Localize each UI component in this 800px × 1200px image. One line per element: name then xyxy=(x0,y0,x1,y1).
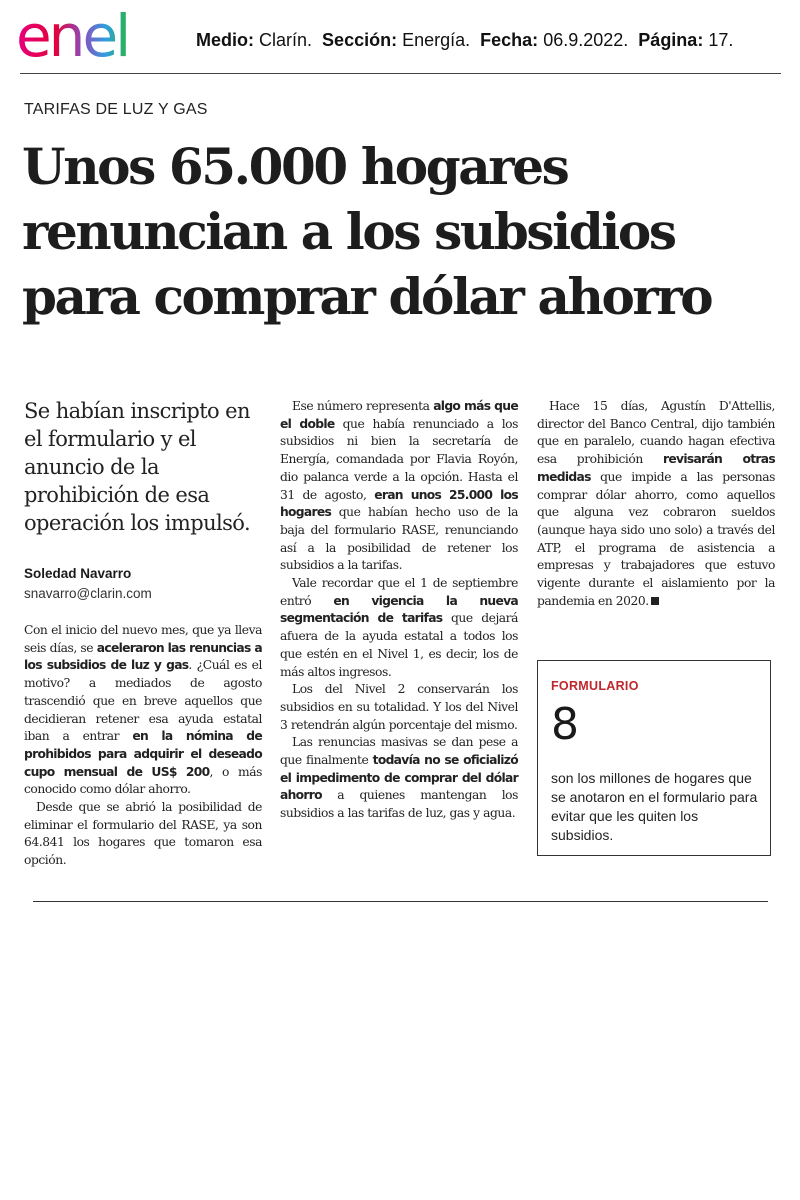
fecha-value: 06.9.2022. xyxy=(543,30,629,50)
box-label: FORMULARIO xyxy=(551,679,639,693)
paragraph: Ese número representa algo más que el doble que había renunciado a los subsidios ni bien la secretaría de Energía, comandada por Flavia Royón, dio palanca verde a la opción. Hasta el 31 de agosto, eran unos 25.000 los hogares que habían hecho uso de la baja del formulario RASE, renunciando así a la posibilidad de retener los subsidios a la tarifas. xyxy=(280,399,518,573)
paragraph: Con el inicio del nuevo mes, que ya lleva seis días, se aceleraron las renuncias a los subsidios de luz y gas. ¿Cuál es el motivo? a mediados de agosto trascendió que en breve aquellos que decidieran retener esa ayuda estatal iban a entrar en la nómina de prohibidos para adquirir el deseado cupo mensual de US$ 200, o más conocido como dólar ahorro. xyxy=(24,623,262,797)
headline-line: Unos 65.000 hogares xyxy=(22,137,568,196)
article-column-3 xyxy=(537,398,775,610)
lead-text: Se habían inscripto en el formulario y el anuncio de la prohibición de esa operación los impulsó. xyxy=(24,399,251,535)
author-email: snavarro@clarin.com xyxy=(24,586,152,601)
paragraph: Vale recordar que el 1 de septiembre entró en vigencia la nueva segmentación de tarifas que dejará afuera de la ayuda estatal a todos los que estén en el Nivel 1, es decir, los de más altos ingresos. xyxy=(280,576,518,679)
pagina-label: Página: xyxy=(638,30,704,50)
seccion-value: Energía. xyxy=(402,30,471,50)
article-column-2 xyxy=(280,398,518,823)
headline-line: renuncian a los subsidios xyxy=(22,202,675,261)
medio-label: Medio: xyxy=(196,30,254,50)
paragraph: Hace 15 días, Agustín D'Attellis, director del Banco Central, dijo también que en paralelo, cuando hagan efectiva esa prohibición revisarán otras medidas que impide a las personas comprar dólar ahorro, como aquellos que alguna vez cobraron sueldos (aunque haya sido uno solo) a través del ATP, el programa de asistencia a empresas y trabajadores que estuvo vigente durante el aislamiento por la pandemia en 2020. xyxy=(537,399,775,608)
author-name: Soledad Navarro xyxy=(24,566,132,581)
enel-logo xyxy=(16,6,172,68)
box-text: son los millones de hogares que se anotaron en el formulario para evitar que les quiten los subsidios. xyxy=(551,770,758,843)
medio-value: Clarín. xyxy=(259,30,313,50)
headline xyxy=(22,134,792,329)
paragraph: Los del Nivel 2 conservarán los subsidios en su totalidad. Y los del Nivel 3 retendrán algún porcentaje del mismo. xyxy=(280,682,518,732)
header-divider xyxy=(20,73,781,74)
headline-line: para comprar dólar ahorro xyxy=(22,267,712,326)
article-column-1 xyxy=(24,622,262,870)
box-number: 8 xyxy=(551,699,579,750)
footer-divider xyxy=(33,901,768,902)
seccion-label: Sección: xyxy=(322,30,398,50)
section-label: TARIFAS DE LUZ Y GAS xyxy=(24,101,208,118)
paragraph: Desde que se abrió la posibilidad de eliminar el formulario del RASE, ya son 64.841 los hogares que tomaron esa opción. xyxy=(24,800,262,868)
formulario-box xyxy=(537,660,771,856)
end-of-article-mark xyxy=(651,597,659,605)
pagina-value: 17. xyxy=(708,30,734,50)
fecha-label: Fecha: xyxy=(480,30,539,50)
svg-text:enel: enel xyxy=(16,6,129,68)
clipping-meta xyxy=(196,30,733,51)
paragraph: Las renuncias masivas se dan pese a que finalmente todavía no se oficializó el impedimento de comprar del dólar ahorro a quienes mantengan los subsidios a las tarifas de luz, gas y agua. xyxy=(280,735,518,821)
